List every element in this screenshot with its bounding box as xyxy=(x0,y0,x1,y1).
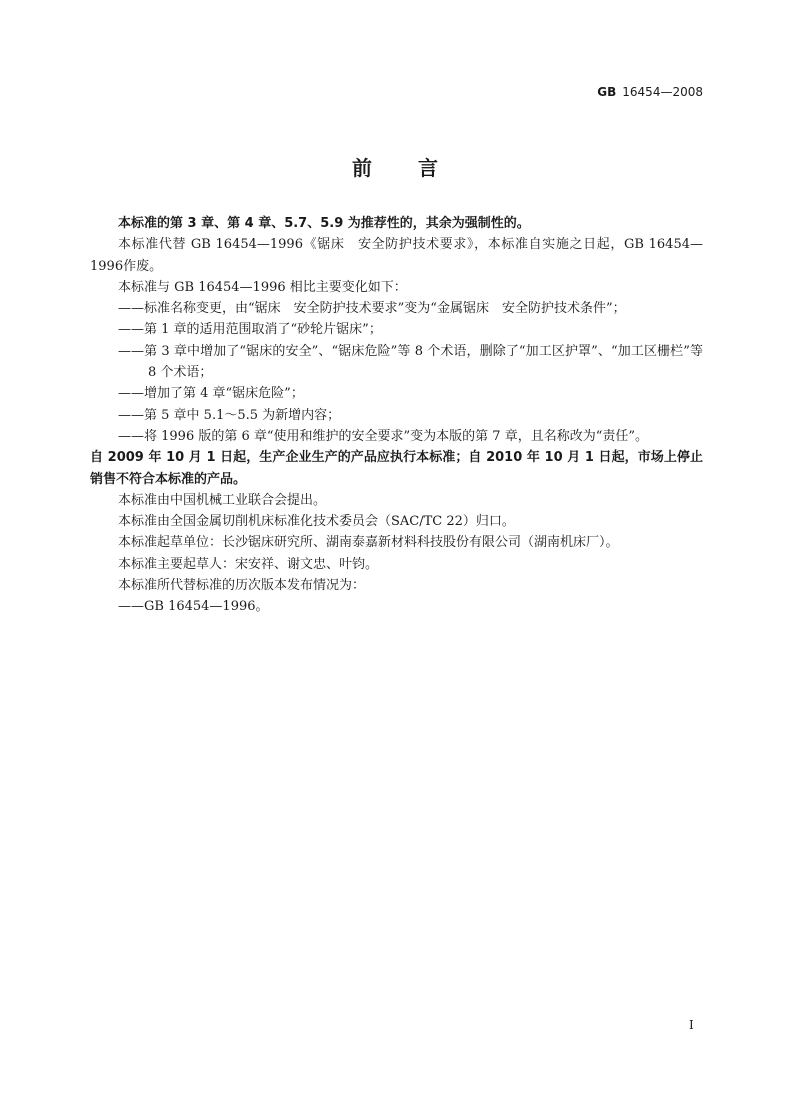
change-list-item: ——第 1 章的适用范围取消了“砂轮片锯床”； xyxy=(118,322,382,338)
change-list-item: ——增加了第 4 章“锯床危险”； xyxy=(118,386,304,402)
standard-code-header xyxy=(597,85,703,99)
page-number: I xyxy=(689,1018,694,1032)
drafters-paragraph: 本标准主要起草人：宋安祥、谢文忠、叶钧。 xyxy=(118,556,379,572)
effective-dates-paragraph: 自 2009 年 10 月 1 日起，生产企业生产的产品应执行本标准；自 2010 年 10 月 1 日起，市场上停止销售不符合本标准的产品。 xyxy=(90,450,703,487)
scope-note-paragraph: 本标准的第 3 章、第 4 章、5.7、5.9 为推荐性的，其余为强制性的。 xyxy=(118,216,530,231)
change-list-item: ——第 5 章中 5.1～5.5 为新增内容； xyxy=(118,407,341,423)
replacement-note-paragraph: 本标准代替 GB 16454—1996《锯床 安全防护技术要求》，本标准自实施之日起，GB 16454—1996作废。 xyxy=(90,237,703,274)
proposed-by-paragraph: 本标准由中国机械工业联合会提出。 xyxy=(118,492,327,508)
page-title: 前 言 xyxy=(352,156,440,180)
change-list-item: ——第 3 章中增加了“锯床的安全”、“锯床危险”等 8 个术语，删除了“加工区护罩”、“加工区栅栏”等 8 个术语； xyxy=(118,343,703,381)
change-list-item: ——将 1996 版的第 6 章“使用和维护的安全要求”变为本版的第 7 章，且名称改为“责任”。 xyxy=(118,428,649,444)
change-list-item: ——标准名称变更，由“锯床 安全防护技术要求”变为“金属锯床 安全防护技术条件”； xyxy=(118,301,626,317)
foreword-body xyxy=(90,213,703,618)
history-intro-paragraph: 本标准所代替标准的历次版本发布情况为： xyxy=(118,578,366,594)
history-list-item: ——GB 16454—1996。 xyxy=(118,599,269,615)
standard-prefix: GB xyxy=(597,85,617,99)
changes-intro-paragraph: 本标准与 GB 16454—1996 相比主要变化如下： xyxy=(118,279,407,295)
administered-by-paragraph: 本标准由全国金属切削机床标准化技术委员会（SAC/TC 22）归口。 xyxy=(118,514,515,530)
drafting-units-paragraph: 本标准起草单位：长沙锯床研究所、湖南泰嘉新材料科技股份有限公司（湖南机床厂）。 xyxy=(118,535,619,551)
standard-number: 16454—2008 xyxy=(622,85,703,99)
